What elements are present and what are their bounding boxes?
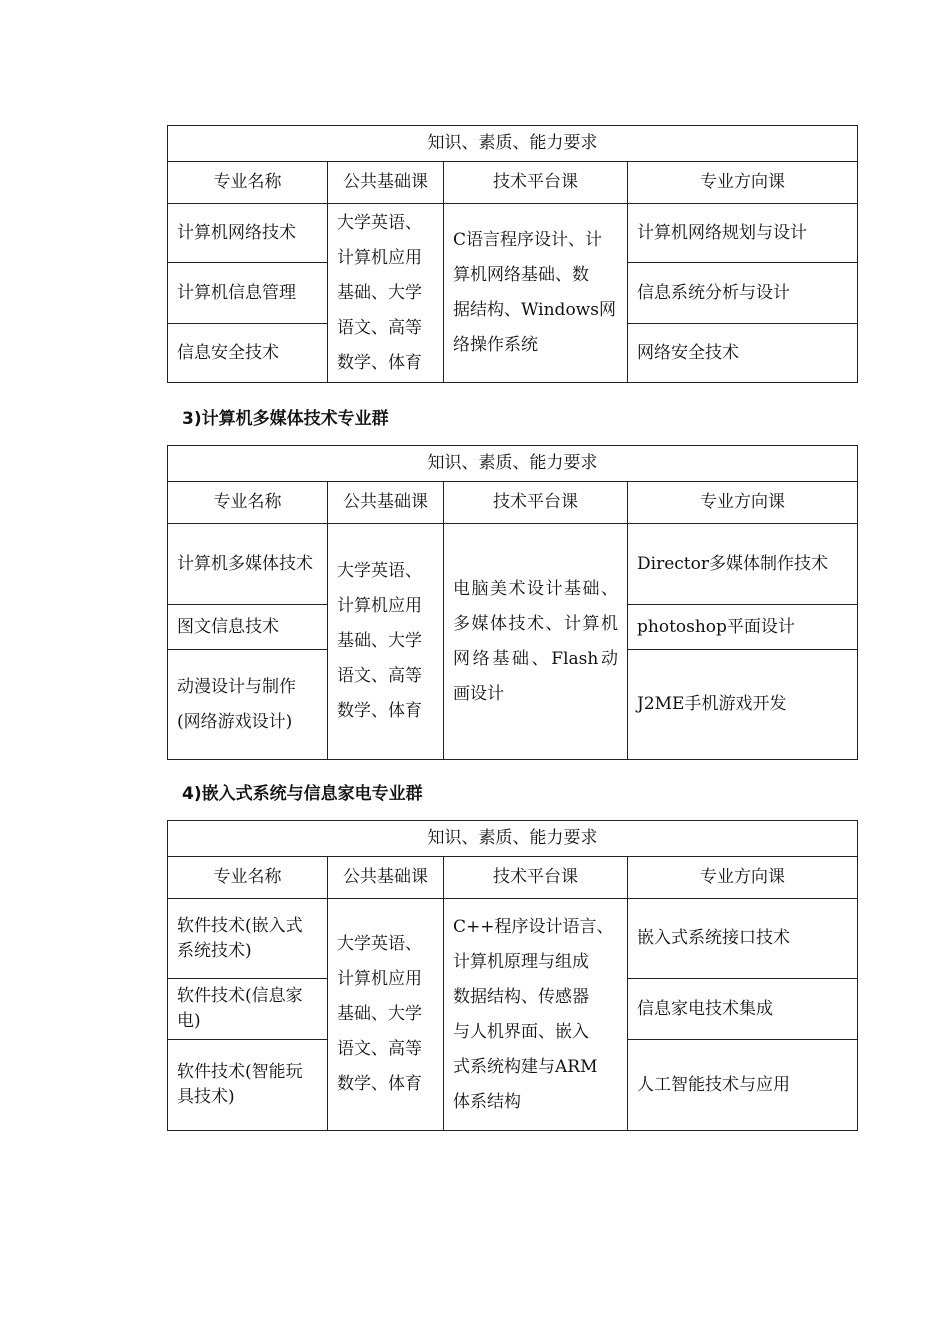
direction-course: 信息家电技术集成: [628, 979, 858, 1040]
table-header: 知识、素质、能力要求: [168, 821, 858, 857]
direction-course: 嵌入式系统接口技术: [628, 899, 858, 979]
table-header: 知识、素质、能力要求: [168, 446, 858, 482]
column-header-common: 公共基础课: [328, 857, 444, 899]
major-name: 计算机多媒体技术: [168, 524, 328, 605]
section-heading: 4)嵌入式系统与信息家电专业群: [182, 784, 423, 804]
table-header: 知识、素质、能力要求: [168, 126, 858, 162]
section-heading: 3)计算机多媒体技术专业群: [182, 409, 389, 429]
direction-course: Director多媒体制作技术: [628, 524, 858, 605]
major-name: 计算机网络技术: [168, 204, 328, 263]
major-name: 图文信息技术: [168, 605, 328, 650]
requirements-table-1: [167, 125, 858, 383]
direction-course: J2ME手机游戏开发: [628, 650, 858, 760]
column-header-major: 专业名称: [168, 482, 328, 524]
major-name: 软件技术(智能玩具技术): [168, 1040, 328, 1131]
common-courses: 大学英语、 计算机应用 基础、大学 语文、高等 数学、体育: [328, 899, 444, 1131]
column-header-direction: 专业方向课: [628, 162, 858, 204]
common-courses: 大学英语、 计算机应用 基础、大学 语文、高等 数学、体育: [328, 204, 444, 383]
direction-course: 网络安全技术: [628, 324, 858, 383]
tech-platform-courses: C++程序设计语言、 计算机原理与组成 数据结构、传感器 与人机界面、嵌入 式系统构建与ARM 体系结构: [444, 899, 628, 1131]
column-header-tech: 技术平台课: [444, 857, 628, 899]
major-name: 计算机信息管理: [168, 263, 328, 324]
major-name: 软件技术(信息家电): [168, 979, 328, 1040]
column-header-tech: 技术平台课: [444, 482, 628, 524]
common-courses: 大学英语、 计算机应用 基础、大学 语文、高等 数学、体育: [328, 524, 444, 760]
major-name: 软件技术(嵌入式系统技术): [168, 899, 328, 979]
column-header-tech: 技术平台课: [444, 162, 628, 204]
major-name: 信息安全技术: [168, 324, 328, 383]
requirements-table-3: [167, 820, 858, 1131]
column-header-major: 专业名称: [168, 857, 328, 899]
tech-platform-courses: 电脑美术设计基础、多媒体技术、计算机网络基础、Flash动画设计: [444, 524, 628, 760]
column-header-common: 公共基础课: [328, 482, 444, 524]
direction-course: 计算机网络规划与设计: [628, 204, 858, 263]
direction-course: photoshop平面设计: [628, 605, 858, 650]
major-name: 动漫设计与制作(网络游戏设计): [168, 650, 328, 760]
direction-course: 人工智能技术与应用: [628, 1040, 858, 1131]
direction-course: 信息系统分析与设计: [628, 263, 858, 324]
column-header-direction: 专业方向课: [628, 482, 858, 524]
column-header-major: 专业名称: [168, 162, 328, 204]
column-header-direction: 专业方向课: [628, 857, 858, 899]
column-header-common: 公共基础课: [328, 162, 444, 204]
requirements-table-2: [167, 445, 858, 760]
tech-platform-courses: C语言程序设计、计 算机网络基础、数 据结构、Windows网 络操作系统: [444, 204, 628, 383]
